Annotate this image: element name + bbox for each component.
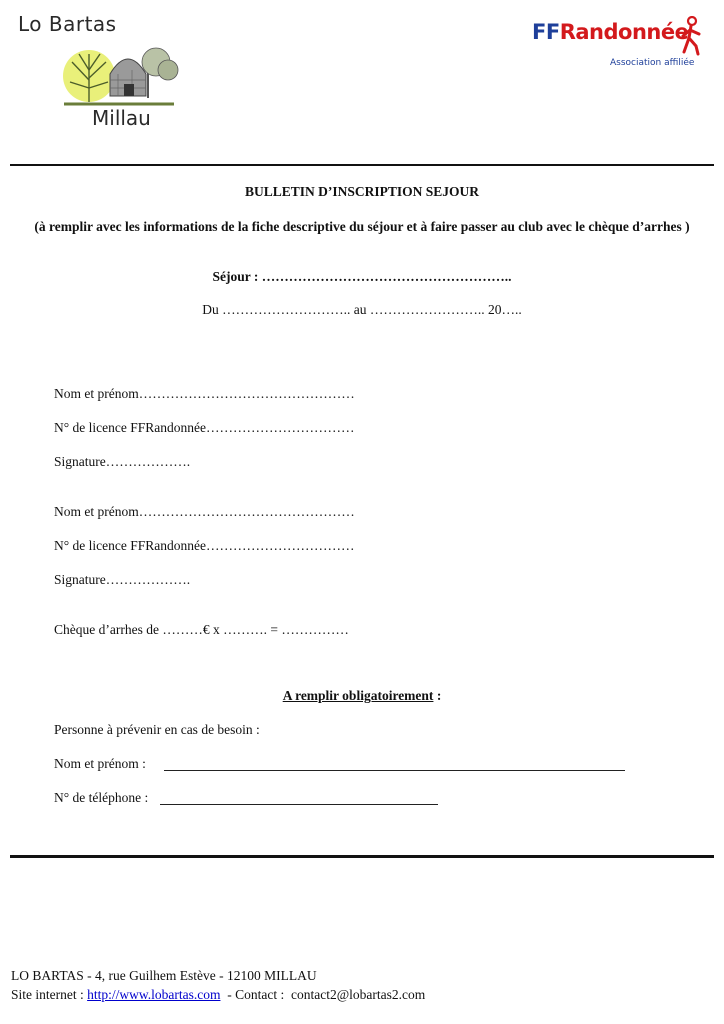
site-link[interactable]: http://www.lobartas.com xyxy=(87,987,221,1002)
contact-name-label: Nom et prénom : xyxy=(54,756,146,771)
site-label: Site internet : xyxy=(11,987,88,1002)
sejour-field[interactable]: Séjour : ……………………………………………….. xyxy=(212,269,512,284)
footer-address: LO BARTAS - 4, rue Guilhem Estève - 12100 MILLAU xyxy=(11,968,317,983)
mandatory-heading-colon: : xyxy=(433,688,442,703)
logo-name-bottom: Millau xyxy=(92,106,151,130)
person1-name-field[interactable]: Nom et prénom………………………………………… xyxy=(54,386,355,401)
contact-phone-input-line[interactable] xyxy=(160,804,438,805)
logo-name-top: Lo Bartas xyxy=(18,12,117,36)
person1-signature-field[interactable]: Signature………………. xyxy=(54,454,191,469)
contact-phone-label: N° de téléphone : xyxy=(54,790,149,805)
form-title: BULLETIN D’INSCRIPTION SEJOUR xyxy=(244,184,480,199)
person2-signature-field[interactable]: Signature………………. xyxy=(54,572,191,587)
bottom-divider xyxy=(10,855,714,858)
mandatory-heading xyxy=(0,688,724,704)
ffrandonnee-wordmark xyxy=(532,20,688,44)
person2-licence-field[interactable]: N° de licence FFRandonnée…………………………… xyxy=(54,538,355,553)
top-divider xyxy=(10,164,714,166)
mandatory-heading-text: A remplir obligatoirement xyxy=(282,688,434,703)
contact-intro: Personne à prévenir en cas de besoin : xyxy=(54,722,260,737)
contact-label: - Contact : xyxy=(220,987,291,1002)
stone-hut-illustration xyxy=(44,40,194,112)
dates-field[interactable]: Du ……………………….. au …………………….. 20….. xyxy=(202,302,522,317)
person1-licence-field[interactable]: N° de licence FFRandonnée…………………………… xyxy=(54,420,355,435)
form-intro: (à remplir avec les informations de la fiche descriptive du séjour et à faire passer au club avec le chèque d’arrhes ) xyxy=(34,219,690,234)
hiker-icon xyxy=(680,16,704,56)
person2-name-field[interactable]: Nom et prénom………………………………………… xyxy=(54,504,355,519)
footer-links xyxy=(11,987,425,1003)
lo-bartas-logo xyxy=(14,10,184,132)
deposit-field[interactable]: Chèque d’arrhes de ………€ x ………. = …………… xyxy=(54,622,349,637)
ffr-ff: FF xyxy=(532,20,560,44)
ffrandonnee-logo xyxy=(530,14,710,74)
ffr-subtitle: Association affiliée xyxy=(610,58,695,68)
contact-name-input-line[interactable] xyxy=(164,770,625,771)
contact-email[interactable]: contact2@lobartas2.com xyxy=(290,987,426,1002)
ffr-randonnee: Randonnée xyxy=(559,20,689,44)
